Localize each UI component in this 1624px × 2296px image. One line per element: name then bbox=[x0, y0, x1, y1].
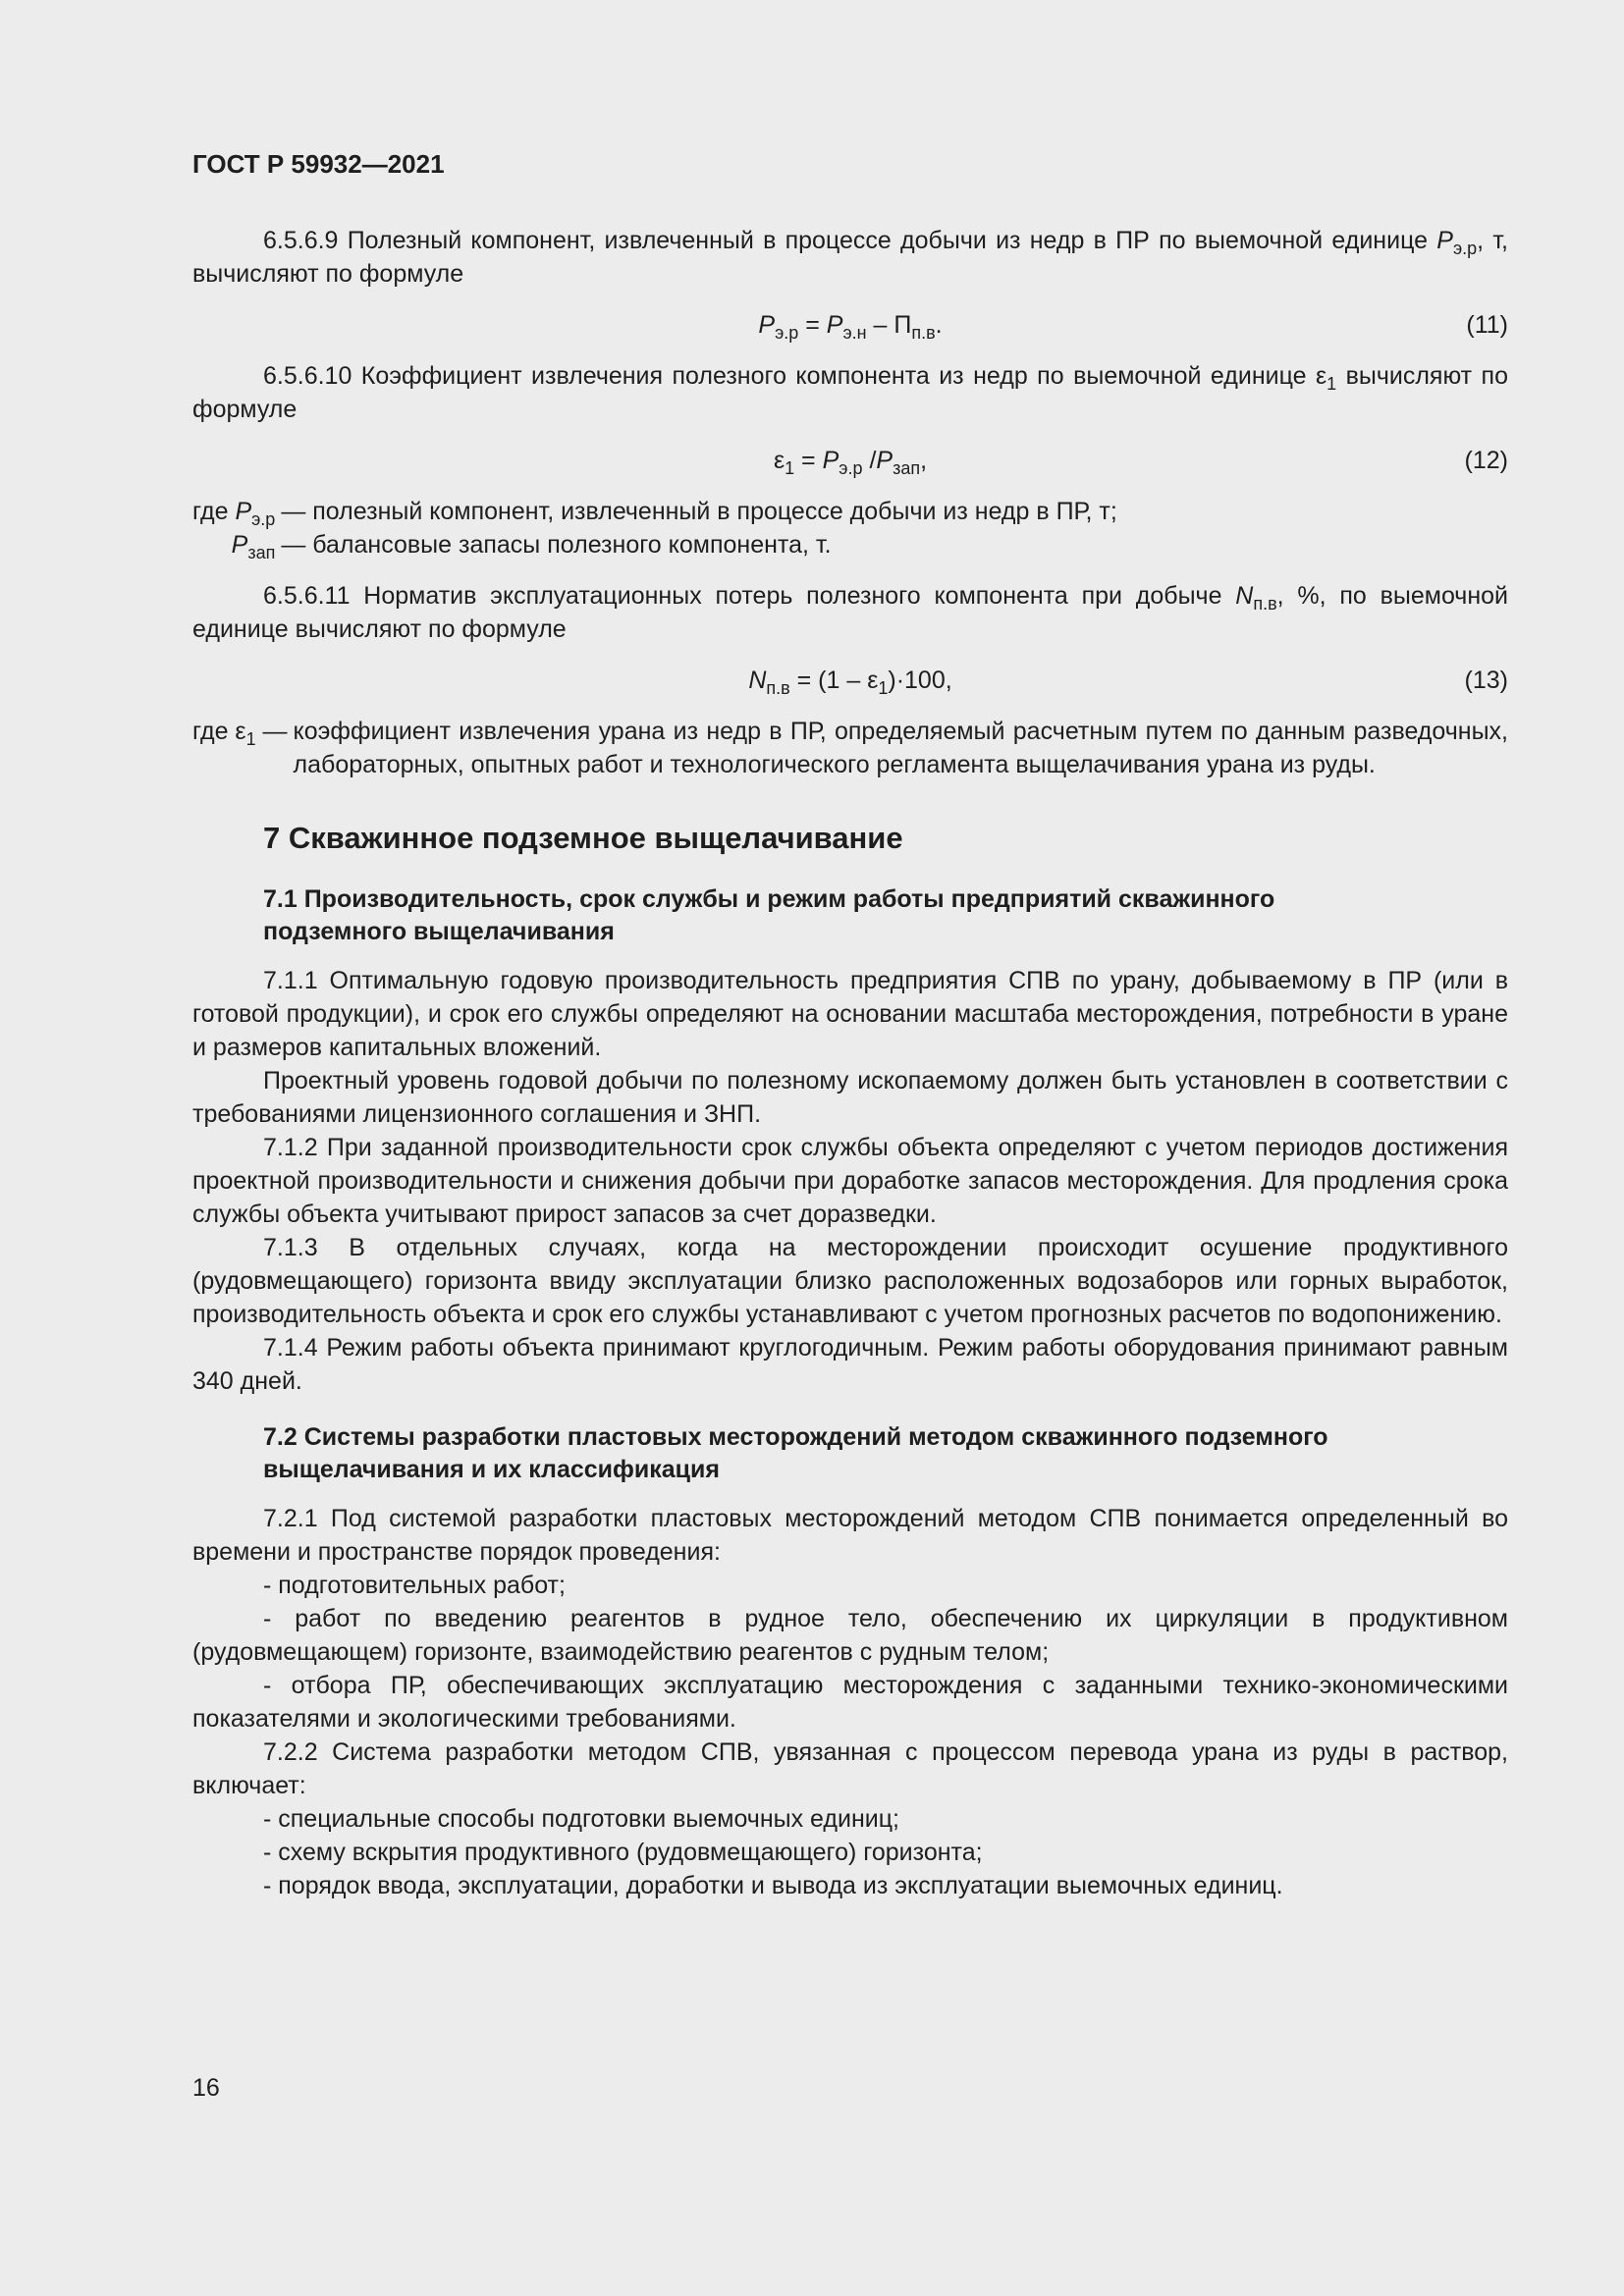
page-content bbox=[192, 224, 1508, 1902]
formula-13 bbox=[192, 664, 1508, 697]
paragraph-6-5-6-11: 6.5.6.11 Норматив эксплуатационных потерь полезного компонента при добыче $N_{п.в}$, %, по выемочной единице вычисляют по формуле bbox=[192, 582, 1509, 643]
paragraph-6-5-6-10: 6.5.6.10 Коэффициент извлечения полезного компонента из недр по выемочной единице $\varepsilon_1$ вычисляют по формуле bbox=[192, 362, 1508, 423]
paragraph-7-1-1: 7.1.1 Оптимальную годовую производительность предприятия СПВ по урану, добываемому в ПР (или в готовой продукции), и срок его службы определяют на основании масштаба месторождения, потребности в уране и размеров капитальных вложений. bbox=[192, 967, 1508, 1061]
paragraph-7-1-1-cont: Проектный уровень годовой добычи по полезному ископаемому должен быть установлен в соответствии с требованиями лицензионного соглашения и ЗНП. bbox=[192, 1067, 1508, 1128]
formula-13-expression: $N_{п.в} = (1 - \varepsilon_1)\cdot 100$, bbox=[748, 667, 952, 698]
where-row-p-zap: $P_{зап}$ — балансовые запасы полезного компонента, т. bbox=[231, 531, 832, 562]
paragraph-7-2-2: 7.2.2 Система разработки методом СПВ, увязанная с процессом перевода урана из руды в раствор, включает: bbox=[192, 1738, 1508, 1799]
formula-11 bbox=[192, 308, 1508, 342]
section-7-2-title: 7.2 Системы разработки пластовых месторождений методом скважинного подземного выщелачивания и их классификация bbox=[263, 1423, 1328, 1483]
where-block-12 bbox=[192, 495, 1117, 561]
section-7-1-title: 7.1 Производительность, срок службы и режим работы предприятий скважинного подземного выщелачивания bbox=[263, 885, 1275, 945]
list-item: - схему вскрытия продуктивного (рудовмещающего) горизонта; bbox=[263, 1839, 983, 1866]
list-item: - специальные способы подготовки выемочных единиц; bbox=[263, 1805, 899, 1833]
paragraph-7-1-2: 7.1.2 При заданной производительности срок службы объекта определяют с учетом периодов достижения проектной производительности и снижения добычи при доработке запасов месторождения. Для продления срока службы объекта учитывают прирост запасов за счет доразведки. bbox=[192, 1134, 1508, 1228]
formula-11-expression: $P_{э.р} = P_{э.н} - П_{п.в}$. bbox=[758, 311, 943, 343]
list-item: - работ по введению реагентов в рудное тело, обеспечению их циркуляции в продуктивном (рудовмещающем) горизонте, взаимодействию реагентов с рудным телом; bbox=[192, 1605, 1508, 1666]
formula-13-number: (13) bbox=[1464, 667, 1508, 694]
paragraph-7-1-3: 7.1.3 В отдельных случаях, когда на месторождении происходит осушение продуктивного (рудовмещающего) горизонта ввиду эксплуатации близко расположенных водозаборов или горных выработок, производительность объекта и срок его службы устанавливают с учетом прогнозных расчетов по водопонижению. bbox=[192, 1234, 1508, 1328]
paragraph-7-2-1: 7.2.1 Под системой разработки пластовых месторождений методом СПВ понимается определенный во времени и пространстве порядок проведения: bbox=[192, 1505, 1508, 1566]
formula-12-number: (12) bbox=[1464, 447, 1508, 474]
list-item: - порядок ввода, эксплуатации, доработки и вывода из эксплуатации выемочных единиц. bbox=[263, 1872, 1283, 1899]
page-number: 16 bbox=[192, 2074, 220, 2102]
paragraph-7-1-4: 7.1.4 Режим работы объекта принимают круглогодичным. Режим работы оборудования принимают равным 340 дней. bbox=[192, 1334, 1508, 1395]
where-row-p-er: где $P_{э.р}$ — полезный компонент, извлеченный в процессе добычи из недр в ПР, т; bbox=[192, 498, 1117, 529]
list-item: - подготовительных работ; bbox=[263, 1572, 566, 1599]
formula-12-expression: $\varepsilon_1 = P_{э.р}$ $/P_{зап}$, bbox=[773, 447, 928, 478]
where-row-epsilon: где $\varepsilon_1$ — коэффициент извлечения урана из недр в ПР, определяемый расчетным путем по данным разведочных, лабораторных, опытных работ и технологического регламента выщелачивания урана из руды. bbox=[192, 718, 1508, 778]
formula-12 bbox=[192, 444, 1508, 477]
document-header: ГОСТ Р 59932—2021 bbox=[192, 149, 445, 179]
paragraph-6-5-6-9: 6.5.6.9 Полезный компонент, извлеченный в процессе добычи из недр в ПР по выемочной единице $P_{э.р}$, т, вычисляют по формуле bbox=[192, 227, 1508, 288]
section-7-title: 7 Скважинное подземное выщелачивание bbox=[263, 821, 903, 855]
list-item: - отбора ПР, обеспечивающих эксплуатацию месторождения с заданными технико-экономическими показателями и экологическими требованиями. bbox=[192, 1672, 1508, 1733]
formula-11-number: (11) bbox=[1466, 311, 1508, 339]
where-block-13 bbox=[192, 715, 1508, 781]
